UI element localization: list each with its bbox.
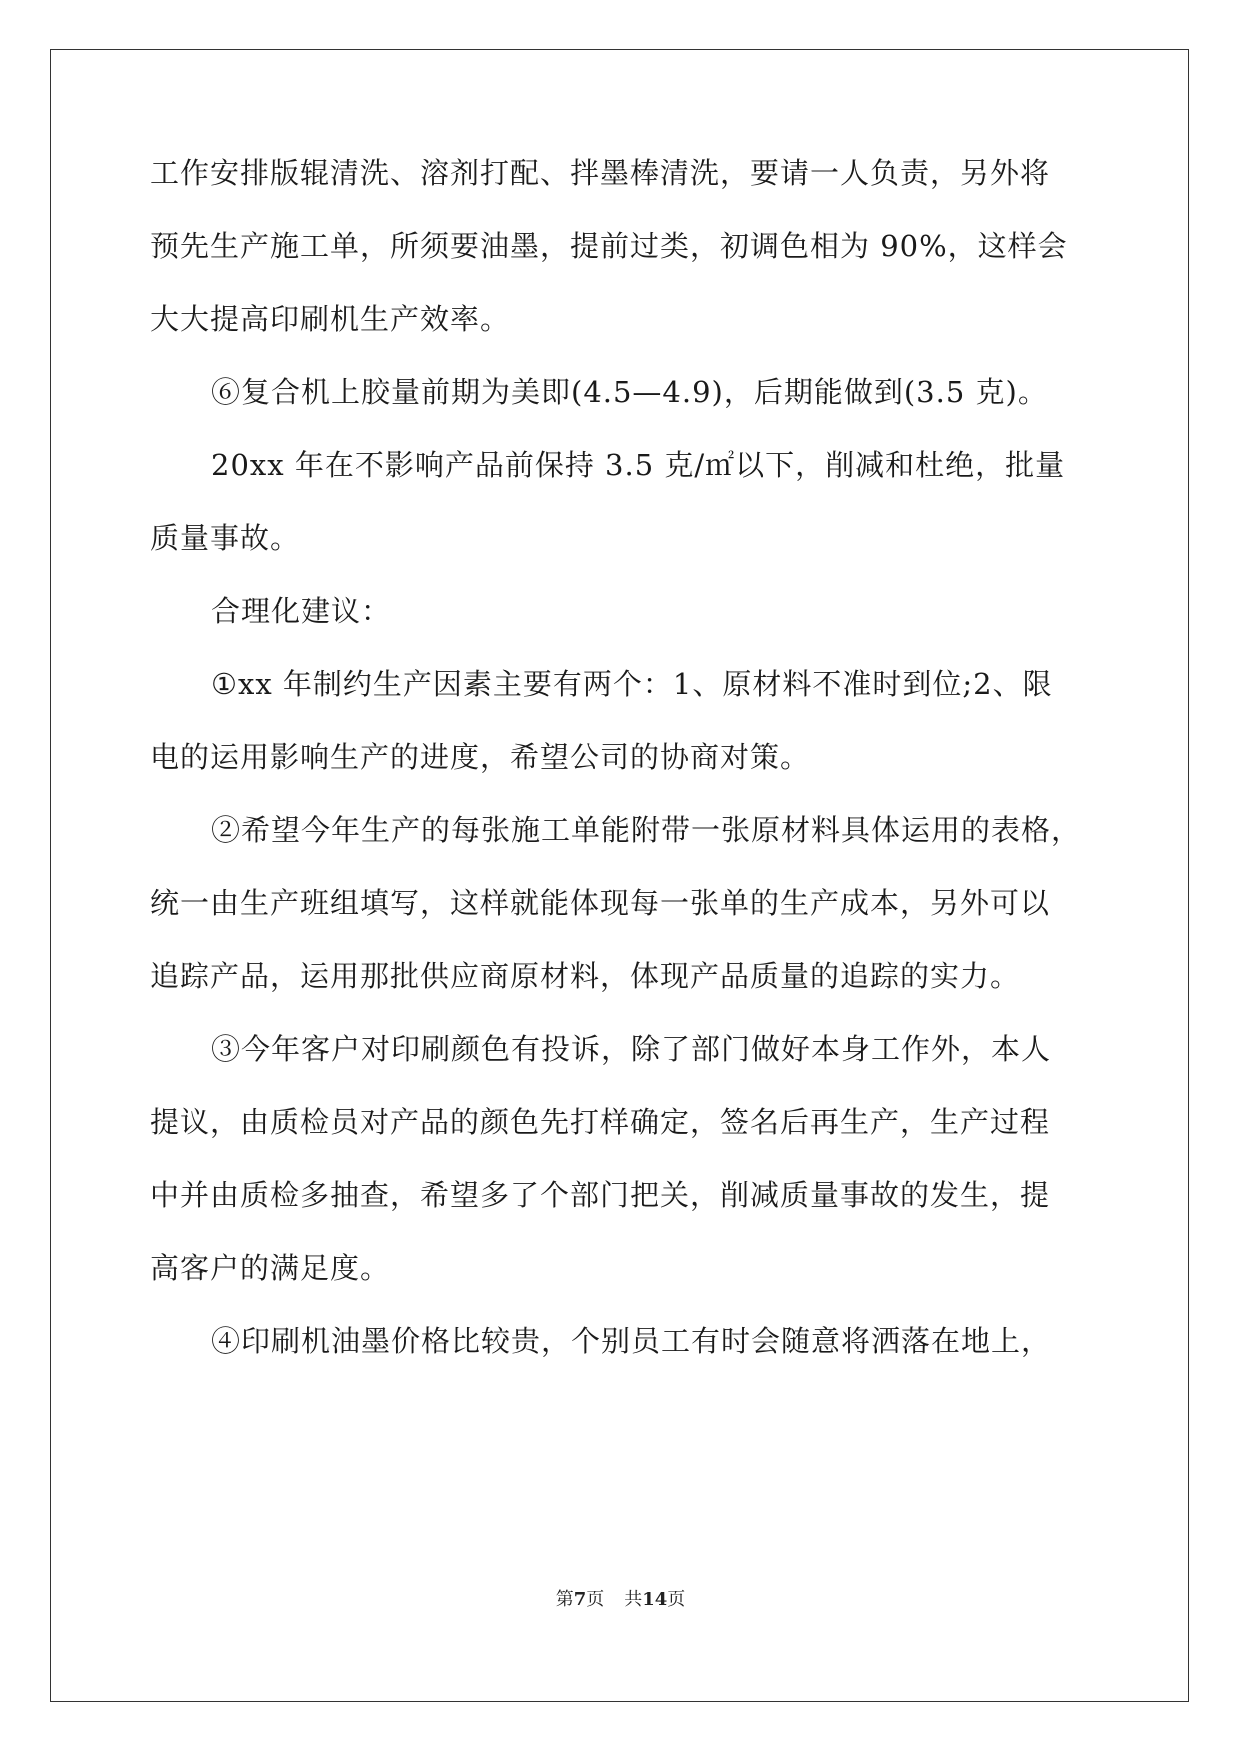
text-line: 预先生产施工单，所须要油墨，提前过类，初调色相为 90%，这样会: [150, 229, 1068, 263]
text-line: ②希望今年生产的每张施工单能附带一张原材料具体运用的表格，: [211, 813, 1082, 847]
text-line: 统一由生产班组填写，这样就能体现每一张单的生产成本，另外可以: [150, 886, 1051, 920]
page-label-suffix: 页: [586, 1589, 605, 1610]
current-page-number: 7: [573, 1589, 587, 1610]
text-line: 高客户的满足度。: [150, 1251, 391, 1285]
text-line: 电的运用影响生产的进度，希望公司的协商对策。: [150, 740, 811, 774]
text-line: ⑥复合机上胶量前期为美即(4.5—4.9)，后期能做到(3.5 克)。: [211, 375, 1048, 409]
text-line: 工作安排版辊清洗、溶剂打配、拌墨棒清洗，要请一人负责，另外将: [150, 156, 1051, 190]
text-line: ①xx 年制约生产因素主要有两个：1、原材料不准时到位;2、限: [211, 667, 1053, 701]
text-line: 质量事故。: [150, 521, 301, 555]
text-line: ④印刷机油墨价格比较贵，个别员工有时会随意将洒落在地上，: [211, 1324, 1052, 1358]
total-label-suffix: 页: [667, 1589, 686, 1610]
total-page-number: 14: [642, 1589, 668, 1610]
page-border: [50, 49, 1189, 1702]
section-heading: 合理化建议：: [211, 594, 392, 628]
text-line: 中并由质检多抽查，希望多了个部门把关，削减质量事故的发生，提: [150, 1178, 1051, 1212]
page-label-prefix: 第: [555, 1589, 574, 1610]
text-line: 追踪产品，运用那批供应商原材料，体现产品质量的追踪的实力。: [150, 959, 1021, 993]
text-line: ③今年客户对印刷颜色有投诉，除了部门做好本身工作外，本人: [211, 1032, 1052, 1066]
page-footer: [0, 1588, 1241, 1612]
text-line: 20xx 年在不影响产品前保持 3.5 克/㎡以下，削减和杜绝，批量: [211, 448, 1066, 482]
text-line: 大大提高印刷机生产效率。: [150, 302, 511, 336]
total-label-prefix: 共: [624, 1589, 643, 1610]
text-line: 提议，由质检员对产品的颜色先打样确定，签名后再生产，生产过程: [150, 1105, 1051, 1139]
